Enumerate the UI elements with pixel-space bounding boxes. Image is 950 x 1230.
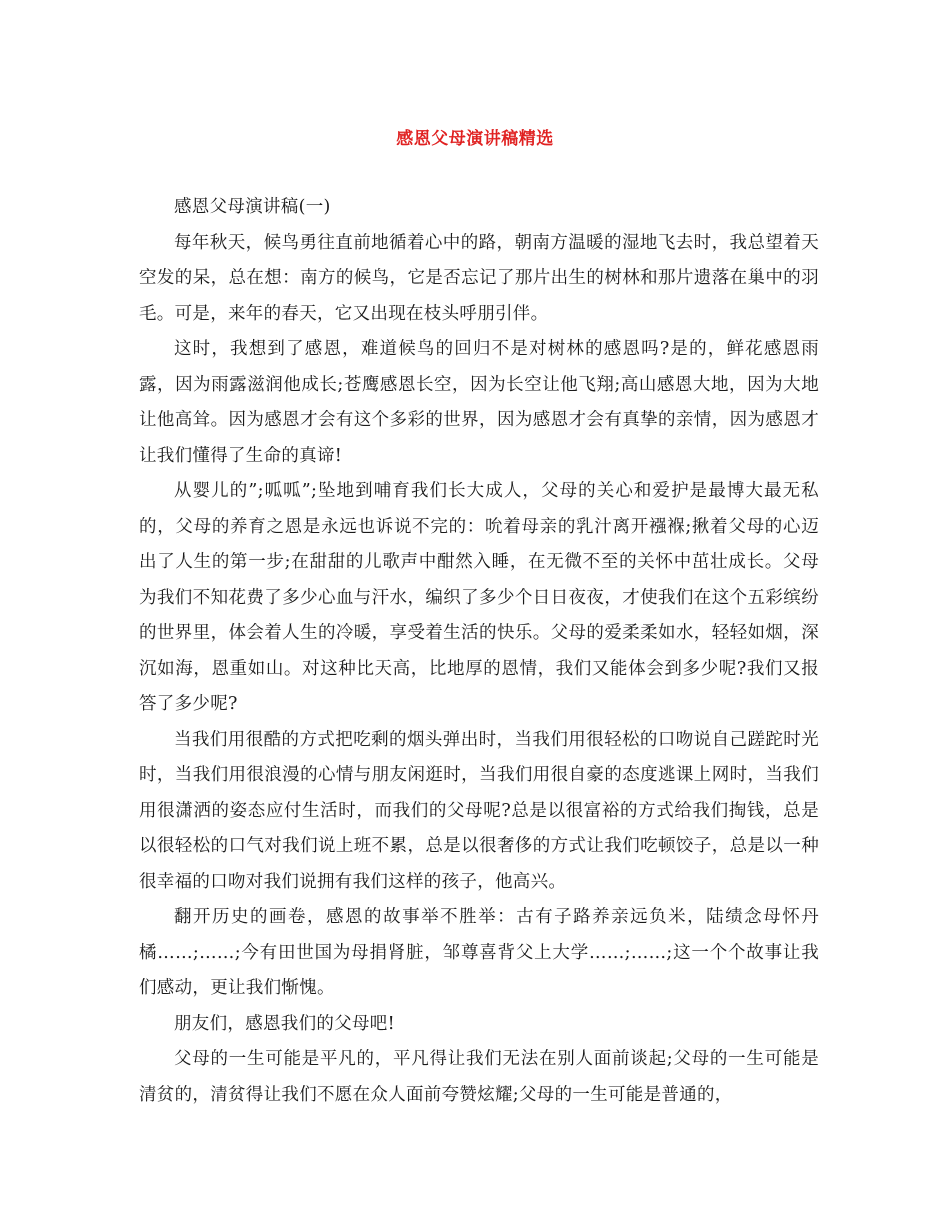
paragraph: 父母的一生可能是平凡的，平凡得让我们无法在别人面前谈起;父母的一生可能是清贫的，清贫得让我们不愿在众人面前夸赞炫耀;父母的一生可能是普通的， [139, 1049, 819, 1105]
paragraph: 每年秋天，候鸟勇往直前地循着心中的路，朝南方温暖的湿地飞去时，我总望着天空发的呆，总在想：南方的候鸟，它是否忘记了那片出生的树林和那片遗落在巢中的羽毛。可是，来年的春天，它又出现在枝头呼朋引伴。 [139, 232, 819, 324]
paragraph: 朋友们，感恩我们的父母吧! [174, 1013, 395, 1034]
paragraph: 翻开历史的画卷，感恩的故事举不胜举：古有子路养亲远负米，陆绩念母怀丹橘……;……;今有田世国为母捐肾脏，邹尊喜背父上大学……;……;这一个个故事让我们感动，更让我们惭愧。 [139, 907, 819, 998]
paragraph: 从婴儿的”;呱呱”;坠地到哺育我们长大成人，父母的关心和爱护是最博大最无私的，父母的养育之恩是永远也诉说不完的：吮着母亲的乳汁离开襁褓;揪着父母的心迈出了人生的第一步;在甜甜的儿歌声中酣然入睡，在无微不至的关怀中茁壮成长。父母为我们不知花费了多少心血与汗水，编织了多少个日日夜夜，才使我们在这个五彩缤纷的世界里，体会着人生的冷暖，享受着生活的快乐。父母的爱柔柔如水，轻轻如烟，深沉如海，恩重如山。对这种比天高，比地厚的恩情，我们又能体会到多少呢?我们又报答了多少呢? [139, 481, 819, 714]
paragraph: 这时，我想到了感恩，难道候鸟的回归不是对树林的感恩吗?是的，鲜花感恩雨露，因为雨露滋润他成长;苍鹰感恩长空，因为长空让他飞翔;高山感恩大地，因为大地让他高耸。因为感恩才会有这个多彩的世界，因为感恩才会有真挚的亲情，因为感恩才让我们懂得了生命的真谛! [139, 339, 819, 466]
document-title: 感恩父母演讲稿精选 [396, 129, 554, 149]
paragraph: 当我们用很酷的方式把吃剩的烟头弹出时，当我们用很轻松的口吻说自己蹉跎时光时，当我们用很浪漫的心情与朋友闲逛时，当我们用很自豪的态度逃课上网时，当我们用很潇洒的姿态应付生活时，而我们的父母呢?总是以很富裕的方式给我们掏钱，总是以很轻松的口气对我们说上班不累，总是以很奢侈的方式让我们吃顿饺子，总是以一种很幸福的口吻对我们说拥有我们这样的孩子，他高兴。 [139, 729, 819, 892]
document-body [139, 190, 819, 1113]
section-heading: 感恩父母演讲稿(一) [174, 197, 331, 217]
